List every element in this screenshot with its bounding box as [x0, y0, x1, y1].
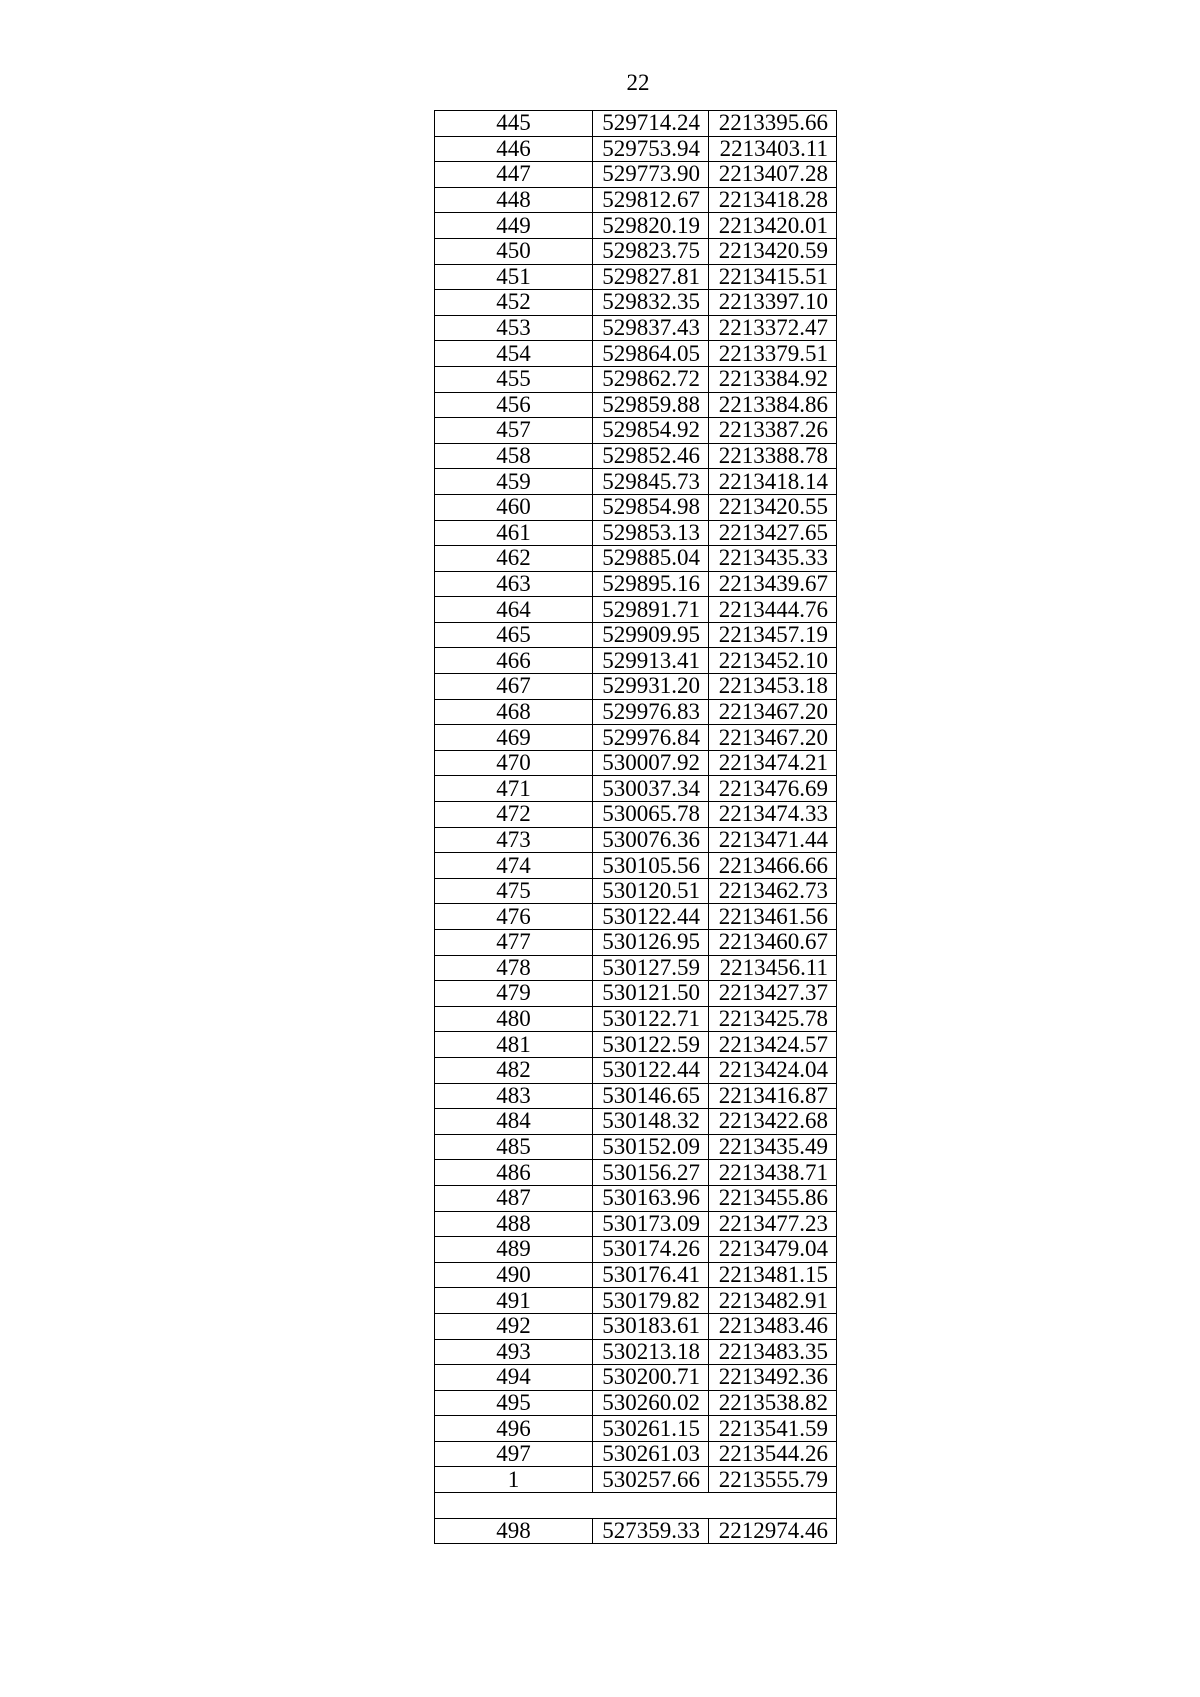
y-coordinate-cell: 2213422.68: [709, 1109, 837, 1135]
table-row: [435, 571, 837, 597]
table-row: [435, 162, 837, 188]
x-coordinate-cell: 529931.20: [593, 674, 709, 700]
table-row: [435, 725, 837, 751]
point-number-cell: 479: [435, 981, 593, 1007]
table-row: [435, 443, 837, 469]
table-row: [435, 981, 837, 1007]
y-coordinate-cell: 2212974.46: [709, 1518, 837, 1544]
x-coordinate-cell: 530152.09: [593, 1134, 709, 1160]
y-coordinate-cell: 2213455.86: [709, 1185, 837, 1211]
table-row: [435, 878, 837, 904]
table-row: [435, 1237, 837, 1263]
y-coordinate-cell: 2213483.46: [709, 1313, 837, 1339]
x-coordinate-cell: 529832.35: [593, 290, 709, 316]
point-number-cell: 451: [435, 264, 593, 290]
point-number-cell: 449: [435, 213, 593, 239]
y-coordinate-cell: 2213474.21: [709, 750, 837, 776]
y-coordinate-cell: 2213388.78: [709, 443, 837, 469]
table-row: [435, 1262, 837, 1288]
table-row: [435, 930, 837, 956]
x-coordinate-cell: 530261.03: [593, 1441, 709, 1467]
table-row: [435, 776, 837, 802]
x-coordinate-cell: 530120.51: [593, 878, 709, 904]
point-number-cell: 456: [435, 392, 593, 418]
table-row: [435, 1057, 837, 1083]
point-number-cell: 493: [435, 1339, 593, 1365]
table-row: [435, 674, 837, 700]
x-coordinate-cell: 529773.90: [593, 162, 709, 188]
point-number-cell: 454: [435, 341, 593, 367]
table-row: [435, 213, 837, 239]
table-row: [435, 1467, 837, 1493]
y-coordinate-cell: 2213544.26: [709, 1441, 837, 1467]
y-coordinate-cell: 2213555.79: [709, 1467, 837, 1493]
x-coordinate-cell: 530163.96: [593, 1185, 709, 1211]
y-coordinate-cell: 2213435.49: [709, 1134, 837, 1160]
y-coordinate-cell: 2213439.67: [709, 571, 837, 597]
point-number-cell: 496: [435, 1416, 593, 1442]
point-number-cell: 483: [435, 1083, 593, 1109]
point-number-cell: 462: [435, 546, 593, 572]
y-coordinate-cell: 2213483.35: [709, 1339, 837, 1365]
point-number-cell: 466: [435, 648, 593, 674]
y-coordinate-cell: 2213427.65: [709, 520, 837, 546]
point-number-cell: 467: [435, 674, 593, 700]
y-coordinate-cell: 2213424.57: [709, 1032, 837, 1058]
table-row: [435, 597, 837, 623]
x-coordinate-cell: 529885.04: [593, 546, 709, 572]
y-coordinate-cell: 2213424.04: [709, 1057, 837, 1083]
y-coordinate-cell: 2213403.11: [709, 136, 837, 162]
y-coordinate-cell: 2213467.20: [709, 725, 837, 751]
x-coordinate-cell: 530200.71: [593, 1365, 709, 1391]
table-row: [435, 418, 837, 444]
point-number-cell: 480: [435, 1006, 593, 1032]
table-row: [435, 1416, 837, 1442]
x-coordinate-cell: 529859.88: [593, 392, 709, 418]
table-row: [435, 955, 837, 981]
x-coordinate-cell: 530007.92: [593, 750, 709, 776]
point-number-cell: 460: [435, 494, 593, 520]
y-coordinate-cell: 2213435.33: [709, 546, 837, 572]
point-number-cell: 491: [435, 1288, 593, 1314]
point-number-cell: 472: [435, 802, 593, 828]
table-row: [435, 1032, 837, 1058]
point-number-cell: 487: [435, 1185, 593, 1211]
y-coordinate-cell: 2213482.91: [709, 1288, 837, 1314]
y-coordinate-cell: 2213471.44: [709, 827, 837, 853]
x-coordinate-cell: 529820.19: [593, 213, 709, 239]
x-coordinate-cell: 530213.18: [593, 1339, 709, 1365]
x-coordinate-cell: 530156.27: [593, 1160, 709, 1186]
point-number-cell: 453: [435, 315, 593, 341]
y-coordinate-cell: 2213466.66: [709, 853, 837, 879]
point-number-cell: 492: [435, 1313, 593, 1339]
x-coordinate-cell: 530105.56: [593, 853, 709, 879]
point-number-cell: 1: [435, 1467, 593, 1493]
point-number-cell: 463: [435, 571, 593, 597]
x-coordinate-cell: 529753.94: [593, 136, 709, 162]
y-coordinate-cell: 2213453.18: [709, 674, 837, 700]
x-coordinate-cell: 529852.46: [593, 443, 709, 469]
point-number-cell: 484: [435, 1109, 593, 1135]
x-coordinate-cell: 530076.36: [593, 827, 709, 853]
point-number-cell: 445: [435, 111, 593, 137]
table-row: [435, 1339, 837, 1365]
x-coordinate-cell: 529862.72: [593, 366, 709, 392]
point-number-cell: 452: [435, 290, 593, 316]
table-row: [435, 1365, 837, 1391]
point-number-cell: 465: [435, 622, 593, 648]
table-row: [435, 315, 837, 341]
table-row: [435, 187, 837, 213]
x-coordinate-cell: 530174.26: [593, 1237, 709, 1263]
x-coordinate-cell: 529895.16: [593, 571, 709, 597]
y-coordinate-cell: 2213541.59: [709, 1416, 837, 1442]
x-coordinate-cell: 530122.44: [593, 904, 709, 930]
table-row: [435, 1134, 837, 1160]
y-coordinate-cell: 2213479.04: [709, 1237, 837, 1263]
x-coordinate-cell: 529853.13: [593, 520, 709, 546]
x-coordinate-cell: 527359.33: [593, 1518, 709, 1544]
point-number-cell: 471: [435, 776, 593, 802]
y-coordinate-cell: 2213452.10: [709, 648, 837, 674]
y-coordinate-cell: 2213420.01: [709, 213, 837, 239]
x-coordinate-cell: 530127.59: [593, 955, 709, 981]
point-number-cell: 458: [435, 443, 593, 469]
y-coordinate-cell: 2213427.37: [709, 981, 837, 1007]
y-coordinate-cell: 2213407.28: [709, 162, 837, 188]
x-coordinate-cell: 530183.61: [593, 1313, 709, 1339]
y-coordinate-cell: 2213492.36: [709, 1365, 837, 1391]
x-coordinate-cell: 529864.05: [593, 341, 709, 367]
point-number-cell: 464: [435, 597, 593, 623]
x-coordinate-cell: 529812.67: [593, 187, 709, 213]
point-number-cell: 489: [435, 1237, 593, 1263]
table-row: [435, 1313, 837, 1339]
x-coordinate-cell: 530126.95: [593, 930, 709, 956]
x-coordinate-cell: 529854.98: [593, 494, 709, 520]
x-coordinate-cell: 530121.50: [593, 981, 709, 1007]
x-coordinate-cell: 529854.92: [593, 418, 709, 444]
x-coordinate-cell: 530037.34: [593, 776, 709, 802]
point-number-cell: 477: [435, 930, 593, 956]
point-number-cell: 473: [435, 827, 593, 853]
point-number-cell: 461: [435, 520, 593, 546]
y-coordinate-cell: 2213384.86: [709, 392, 837, 418]
point-number-cell: 474: [435, 853, 593, 879]
table-row: [435, 341, 837, 367]
y-coordinate-cell: 2213418.28: [709, 187, 837, 213]
x-coordinate-cell: 529891.71: [593, 597, 709, 623]
table-row: [435, 622, 837, 648]
table-row: [435, 1160, 837, 1186]
x-coordinate-cell: 530146.65: [593, 1083, 709, 1109]
x-coordinate-cell: 529827.81: [593, 264, 709, 290]
x-coordinate-cell: 529976.83: [593, 699, 709, 725]
table-row: [435, 1083, 837, 1109]
point-number-cell: 469: [435, 725, 593, 751]
table-row: [435, 802, 837, 828]
point-number-cell: 481: [435, 1032, 593, 1058]
x-coordinate-cell: 529714.24: [593, 111, 709, 137]
y-coordinate-cell: 2213425.78: [709, 1006, 837, 1032]
y-coordinate-cell: 2213438.71: [709, 1160, 837, 1186]
table-row: [435, 750, 837, 776]
point-number-cell: 450: [435, 238, 593, 264]
y-coordinate-cell: 2213481.15: [709, 1262, 837, 1288]
y-coordinate-cell: 2213462.73: [709, 878, 837, 904]
x-coordinate-cell: 529823.75: [593, 238, 709, 264]
y-coordinate-cell: 2213476.69: [709, 776, 837, 802]
x-coordinate-cell: 530122.44: [593, 1057, 709, 1083]
x-coordinate-cell: 530257.66: [593, 1467, 709, 1493]
x-coordinate-cell: 530122.71: [593, 1006, 709, 1032]
table-row: [435, 494, 837, 520]
table-row: [435, 1185, 837, 1211]
y-coordinate-cell: 2213457.19: [709, 622, 837, 648]
table-row: [435, 1288, 837, 1314]
table-row: [435, 546, 837, 572]
x-coordinate-cell: 530122.59: [593, 1032, 709, 1058]
table-row: [435, 238, 837, 264]
table-row: [435, 1211, 837, 1237]
y-coordinate-cell: 2213538.82: [709, 1390, 837, 1416]
table-row: [435, 1441, 837, 1467]
point-number-cell: 478: [435, 955, 593, 981]
table-row: [435, 1518, 837, 1544]
point-number-cell: 497: [435, 1441, 593, 1467]
y-coordinate-cell: 2213372.47: [709, 315, 837, 341]
x-coordinate-cell: 530065.78: [593, 802, 709, 828]
y-coordinate-cell: 2213379.51: [709, 341, 837, 367]
x-coordinate-cell: 529845.73: [593, 469, 709, 495]
x-coordinate-cell: 530173.09: [593, 1211, 709, 1237]
point-number-cell: 446: [435, 136, 593, 162]
page-number: 22: [626, 70, 650, 95]
y-coordinate-cell: 2213460.67: [709, 930, 837, 956]
y-coordinate-cell: 2213397.10: [709, 290, 837, 316]
x-coordinate-cell: 530176.41: [593, 1262, 709, 1288]
table-spacer-row: [435, 1493, 837, 1519]
y-coordinate-cell: 2213395.66: [709, 111, 837, 137]
table-row: [435, 469, 837, 495]
table-row: [435, 904, 837, 930]
point-number-cell: 459: [435, 469, 593, 495]
x-coordinate-cell: 530260.02: [593, 1390, 709, 1416]
y-coordinate-cell: 2213474.33: [709, 802, 837, 828]
point-number-cell: 468: [435, 699, 593, 725]
table-row: [435, 853, 837, 879]
point-number-cell: 485: [435, 1134, 593, 1160]
point-number-cell: 475: [435, 878, 593, 904]
table-row: [435, 520, 837, 546]
table-row: [435, 648, 837, 674]
table-row: [435, 392, 837, 418]
spacer-cell: [435, 1493, 837, 1519]
point-number-cell: 486: [435, 1160, 593, 1186]
point-number-cell: 490: [435, 1262, 593, 1288]
y-coordinate-cell: 2213416.87: [709, 1083, 837, 1109]
table-row: [435, 290, 837, 316]
table-row: [435, 1006, 837, 1032]
table-row: [435, 1109, 837, 1135]
point-number-cell: 488: [435, 1211, 593, 1237]
table-row: [435, 827, 837, 853]
coordinates-table: [434, 110, 837, 1544]
y-coordinate-cell: 2213467.20: [709, 699, 837, 725]
y-coordinate-cell: 2213415.51: [709, 264, 837, 290]
y-coordinate-cell: 2213420.55: [709, 494, 837, 520]
point-number-cell: 494: [435, 1365, 593, 1391]
table-row: [435, 366, 837, 392]
table-row: [435, 264, 837, 290]
y-coordinate-cell: 2213456.11: [709, 955, 837, 981]
x-coordinate-cell: 530179.82: [593, 1288, 709, 1314]
table-row: [435, 699, 837, 725]
x-coordinate-cell: 529913.41: [593, 648, 709, 674]
y-coordinate-cell: 2213461.56: [709, 904, 837, 930]
x-coordinate-cell: 529976.84: [593, 725, 709, 751]
x-coordinate-cell: 530261.15: [593, 1416, 709, 1442]
y-coordinate-cell: 2213420.59: [709, 238, 837, 264]
point-number-cell: 447: [435, 162, 593, 188]
y-coordinate-cell: 2213418.14: [709, 469, 837, 495]
y-coordinate-cell: 2213444.76: [709, 597, 837, 623]
table-row: [435, 136, 837, 162]
point-number-cell: 470: [435, 750, 593, 776]
coordinates-table-body: [435, 111, 837, 1544]
point-number-cell: 457: [435, 418, 593, 444]
table-row: [435, 1390, 837, 1416]
y-coordinate-cell: 2213384.92: [709, 366, 837, 392]
point-number-cell: 495: [435, 1390, 593, 1416]
x-coordinate-cell: 529909.95: [593, 622, 709, 648]
table-row: [435, 111, 837, 137]
point-number-cell: 476: [435, 904, 593, 930]
point-number-cell: 482: [435, 1057, 593, 1083]
x-coordinate-cell: 529837.43: [593, 315, 709, 341]
point-number-cell: 448: [435, 187, 593, 213]
y-coordinate-cell: 2213477.23: [709, 1211, 837, 1237]
x-coordinate-cell: 530148.32: [593, 1109, 709, 1135]
point-number-cell: 455: [435, 366, 593, 392]
y-coordinate-cell: 2213387.26: [709, 418, 837, 444]
point-number-cell: 498: [435, 1518, 593, 1544]
